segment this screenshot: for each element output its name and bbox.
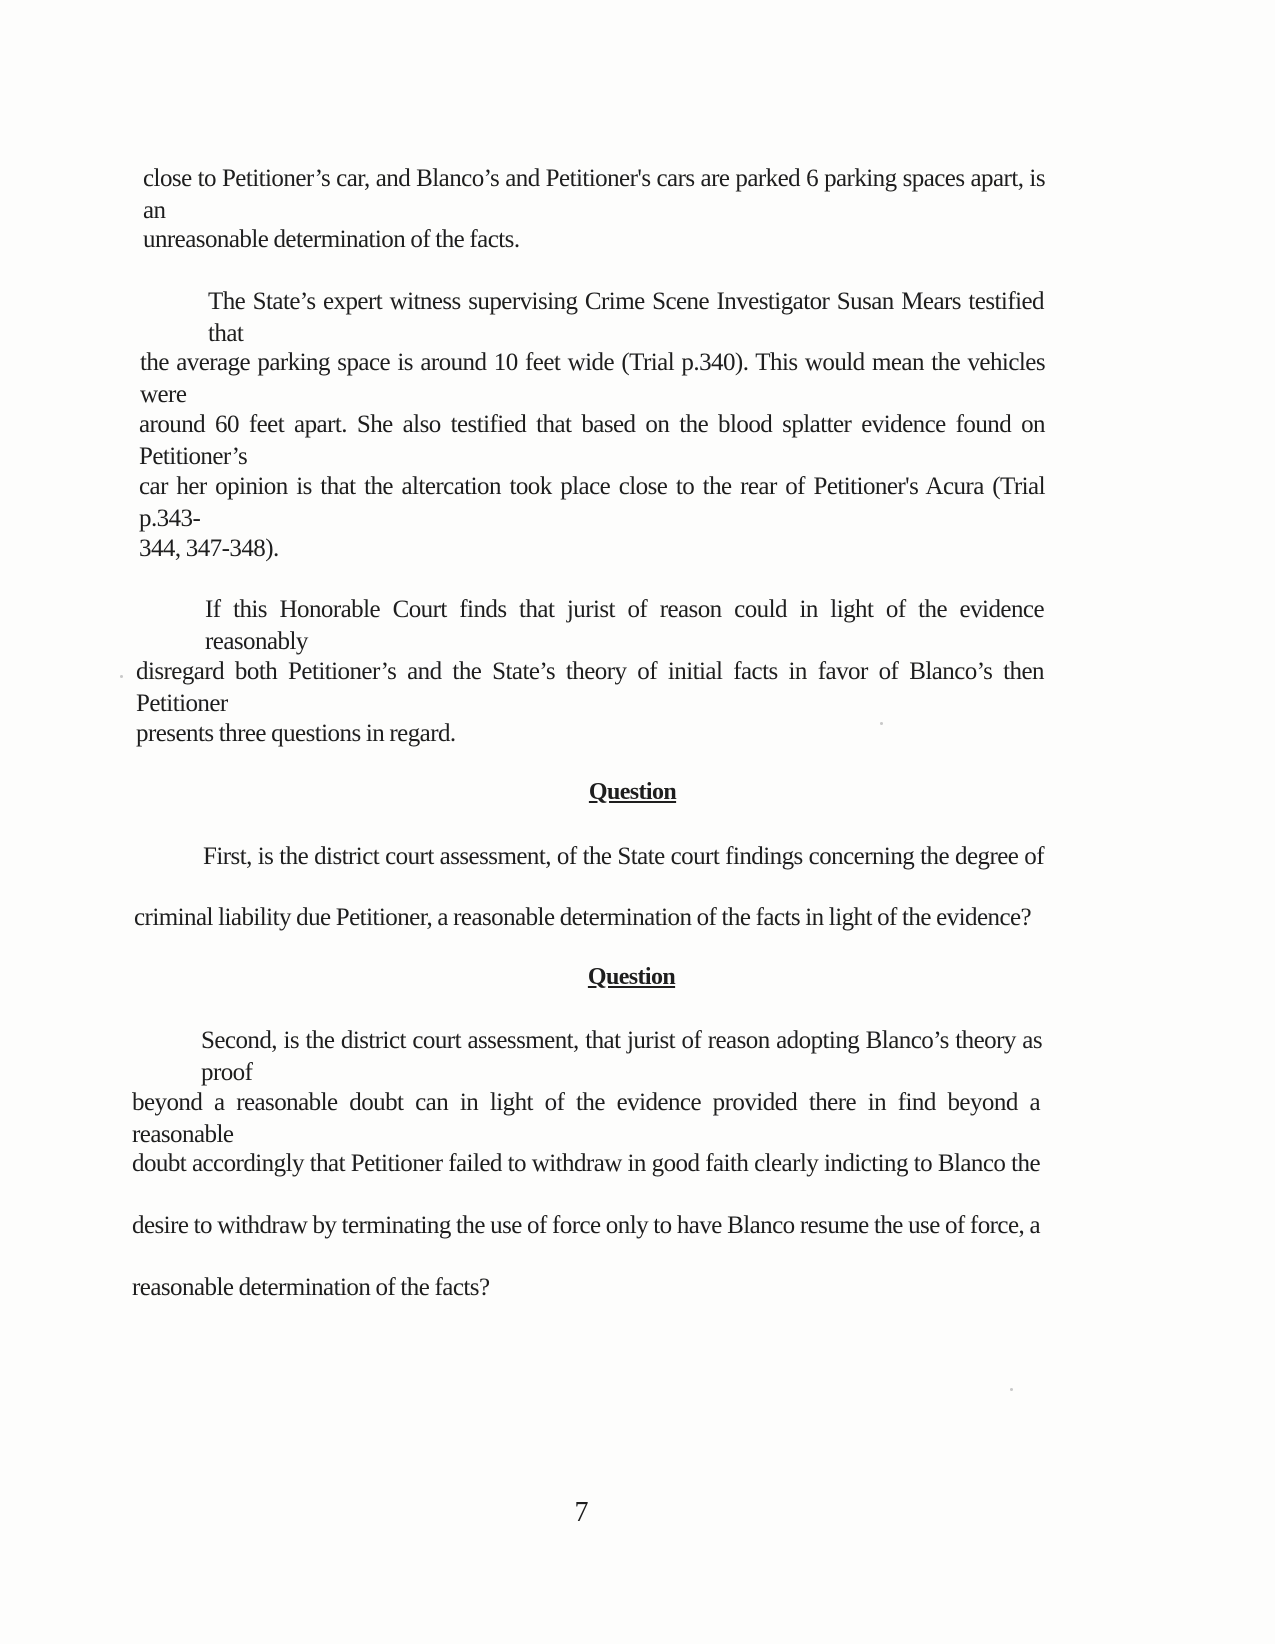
paragraph-2-line-3: around 60 feet apart. She also testified that based on the blood splatter evidence found on Petitioner’s [139,411,1045,470]
scan-speck [1010,1388,1013,1391]
paragraph-4-line-2: criminal liability due Petitioner, a reasonable determination of the facts in light of the evidence? [134,904,1032,931]
paragraph-2-line-1: The State’s expert witness supervising Crime Scene Investigator Susan Mears testified that [208,288,1044,347]
paragraph-3-line-3: presents three questions in regard. [136,720,456,747]
paragraph-5-line-1: Second, is the district court assessment, that jurist of reason adopting Blanco’s theory as proof [201,1027,1042,1086]
question-heading-2: Question [587,964,676,990]
paragraph-2-line-2: the average parking space is around 10 feet wide (Trial p.340). This would mean the vehicles were [140,349,1045,408]
paragraph-1-line-1: close to Petitioner’s car, and Blanco’s and Petitioner's cars are parked 6 parking spaces apart, is an [143,165,1045,224]
scan-speck [880,722,883,725]
paragraph-5-line-3: doubt accordingly that Petitioner failed to withdraw in good faith clearly indicting to Blanco the [132,1150,1040,1177]
paragraph-2-line-4: car her opinion is that the altercation took place close to the rear of Petitioner's Acura (Trial p.343- [139,473,1045,532]
paragraph-2-line-5: 344, 347-348). [139,535,279,562]
paragraph-1-line-2: unreasonable determination of the facts. [143,226,520,253]
paragraph-5-line-4: desire to withdraw by terminating the use of force only to have Blanco resume the use of force, a [132,1212,1040,1239]
page-number: 7 [574,1497,589,1528]
paragraph-4-line-1: First, is the district court assessment, of the State court findings concerning the degree of [203,843,1044,870]
paragraph-3-line-1: If this Honorable Court finds that jurist of reason could in light of the evidence reasonably [205,596,1044,655]
scan-speck [120,675,123,678]
paragraph-5-line-5: reasonable determination of the facts? [132,1274,490,1301]
paragraph-3-line-2: disregard both Petitioner’s and the State’s theory of initial facts in favor of Blanco’s then Petitioner [136,658,1044,717]
paragraph-5-line-2: beyond a reasonable doubt can in light of the evidence provided there in find beyond a reasonable [132,1089,1040,1148]
question-heading-1: Question [588,779,677,805]
